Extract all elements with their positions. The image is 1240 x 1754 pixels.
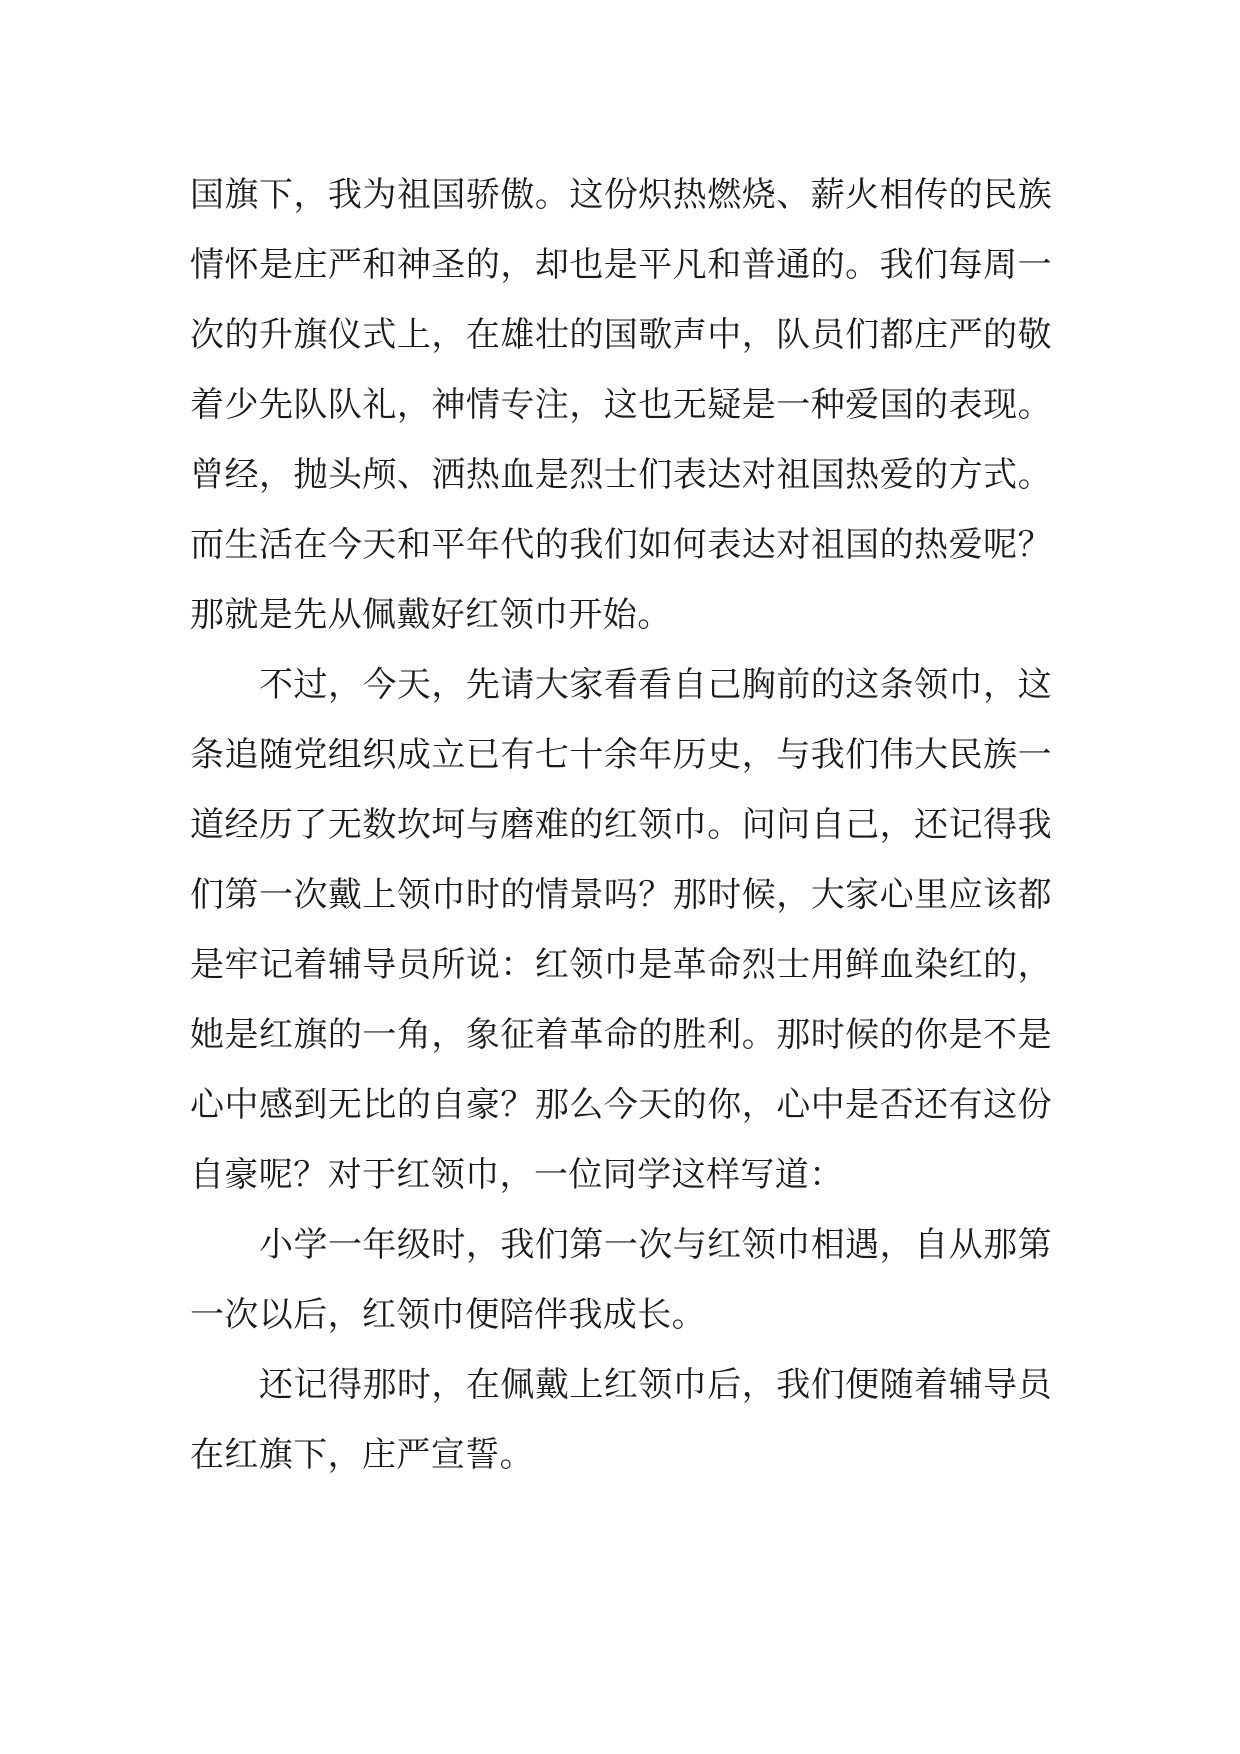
text-line: 在红旗下，庄严宣誓。 xyxy=(190,1435,534,1475)
text-line: 曾经，抛头颅、洒热血是烈士们表达对祖国热爱的方式。 xyxy=(190,455,1052,495)
text-line: 自豪呢？对于红领巾，一位同学这样写道： xyxy=(190,1155,844,1195)
paragraph-2 xyxy=(190,650,1052,1210)
paragraph-4 xyxy=(190,1350,1052,1490)
text-line: 而生活在今天和平年代的我们如何表达对祖国的热爱呢？ xyxy=(190,525,1052,565)
text-line: 一次以后，红领巾便陪伴我成长。 xyxy=(190,1295,706,1335)
text-line: 道经历了无数坎坷与磨难的红领巾。问问自己，还记得我 xyxy=(190,805,1052,845)
text-line: 小学一年级时，我们第一次与红领巾相遇，自从那第 xyxy=(259,1225,1052,1265)
text-line: 还记得那时，在佩戴上红领巾后，我们便随着辅导员 xyxy=(259,1365,1052,1405)
text-line: 那就是先从佩戴好红领巾开始。 xyxy=(190,595,672,635)
text-line: 是牢记着辅导员所说：红领巾是革命烈士用鲜血染红的， xyxy=(190,945,1052,985)
paragraph-1 xyxy=(190,160,1052,650)
text-line: 条追随党组织成立已有七十余年历史，与我们伟大民族一 xyxy=(190,735,1052,775)
text-line: 情怀是庄严和神圣的，却也是平凡和普通的。我们每周一 xyxy=(190,245,1052,285)
paragraph-3 xyxy=(190,1210,1052,1350)
text-line: 着少先队队礼，神情专注，这也无疑是一种爱国的表现。 xyxy=(190,385,1052,425)
document-body xyxy=(190,160,1052,1490)
text-line: 国旗下，我为祖国骄傲。这份炽热燃烧、薪火相传的民族 xyxy=(190,175,1052,215)
text-line: 不过，今天，先请大家看看自己胸前的这条领巾，这 xyxy=(259,665,1052,705)
text-line: 们第一次戴上领巾时的情景吗？那时候，大家心里应该都 xyxy=(190,875,1052,915)
text-line: 心中感到无比的自豪？那么今天的你，心中是否还有这份 xyxy=(190,1085,1052,1125)
text-line: 她是红旗的一角，象征着革命的胜利。那时候的你是不是 xyxy=(190,1015,1052,1055)
text-line: 次的升旗仪式上，在雄壮的国歌声中，队员们都庄严的敬 xyxy=(190,315,1052,355)
